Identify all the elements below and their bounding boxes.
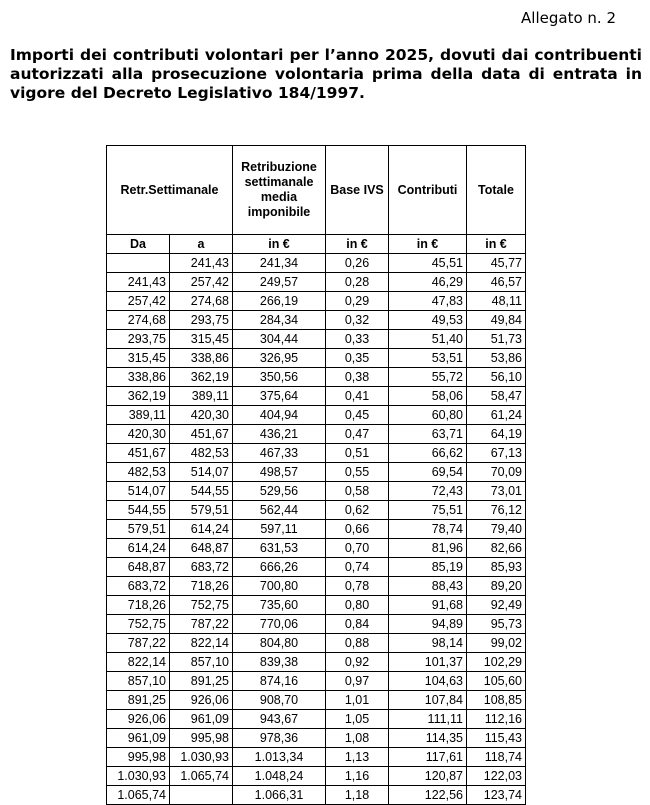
cell-totale: 61,24: [467, 406, 526, 425]
cell-da: 1.030,93: [107, 767, 170, 786]
table-row: [107, 482, 526, 501]
header-contributi: Contributi: [389, 146, 467, 235]
cell-retribuzione-media: 498,57: [233, 463, 326, 482]
cell-totale: 48,11: [467, 292, 526, 311]
table-row: [107, 330, 526, 349]
cell-retribuzione-media: 770,06: [233, 615, 326, 634]
cell-contributi: 85,19: [389, 558, 467, 577]
cell-base-ivs: 0,28: [326, 273, 389, 292]
cell-totale: 49,84: [467, 311, 526, 330]
cell-contributi: 47,83: [389, 292, 467, 311]
cell-totale: 102,29: [467, 653, 526, 672]
cell-base-ivs: 0,74: [326, 558, 389, 577]
cell-da: 514,07: [107, 482, 170, 501]
cell-da: 718,26: [107, 596, 170, 615]
cell-totale: 99,02: [467, 634, 526, 653]
cell-retribuzione-media: 1.048,24: [233, 767, 326, 786]
cell-totale: 70,09: [467, 463, 526, 482]
header-base-ivs: Base IVS: [326, 146, 389, 235]
cell-totale: 56,10: [467, 368, 526, 387]
unit-da: Da: [107, 235, 170, 254]
cell-base-ivs: 0,55: [326, 463, 389, 482]
cell-base-ivs: 0,51: [326, 444, 389, 463]
header-retribuzione-media: Retribuzione settimanale media imponibile: [233, 146, 326, 235]
cell-base-ivs: 0,88: [326, 634, 389, 653]
cell-contributi: 69,54: [389, 463, 467, 482]
cell-a: 389,11: [170, 387, 233, 406]
cell-retribuzione-media: 978,36: [233, 729, 326, 748]
cell-contributi: 66,62: [389, 444, 467, 463]
cell-base-ivs: 0,70: [326, 539, 389, 558]
cell-contributi: 111,11: [389, 710, 467, 729]
cell-base-ivs: 1,13: [326, 748, 389, 767]
cell-da: 482,53: [107, 463, 170, 482]
cell-contributi: 49,53: [389, 311, 467, 330]
table-row: [107, 691, 526, 710]
cell-base-ivs: 1,16: [326, 767, 389, 786]
cell-da: 1.065,74: [107, 786, 170, 805]
cell-a: 1.065,74: [170, 767, 233, 786]
unit-totale: in €: [467, 235, 526, 254]
cell-totale: 64,19: [467, 425, 526, 444]
cell-da: 241,43: [107, 273, 170, 292]
cell-totale: 46,57: [467, 273, 526, 292]
cell-contributi: 53,51: [389, 349, 467, 368]
cell-a: 926,06: [170, 691, 233, 710]
cell-totale: 115,43: [467, 729, 526, 748]
cell-retribuzione-media: 631,53: [233, 539, 326, 558]
cell-a: 274,68: [170, 292, 233, 311]
cell-base-ivs: 0,92: [326, 653, 389, 672]
cell-totale: 118,74: [467, 748, 526, 767]
cell-retribuzione-media: 562,44: [233, 501, 326, 520]
contributi-table: [106, 145, 526, 805]
cell-contributi: 60,80: [389, 406, 467, 425]
cell-totale: 53,86: [467, 349, 526, 368]
table-row: [107, 615, 526, 634]
cell-retribuzione-media: 404,94: [233, 406, 326, 425]
cell-base-ivs: 0,66: [326, 520, 389, 539]
table-row: [107, 710, 526, 729]
table-row: [107, 463, 526, 482]
cell-contributi: 91,68: [389, 596, 467, 615]
cell-a: 338,86: [170, 349, 233, 368]
cell-base-ivs: 0,32: [326, 311, 389, 330]
cell-da: 257,42: [107, 292, 170, 311]
cell-base-ivs: 0,35: [326, 349, 389, 368]
cell-a: 315,45: [170, 330, 233, 349]
cell-base-ivs: 0,45: [326, 406, 389, 425]
cell-a: 451,67: [170, 425, 233, 444]
cell-retribuzione-media: 284,34: [233, 311, 326, 330]
table-row: [107, 729, 526, 748]
table-row: [107, 501, 526, 520]
cell-contributi: 117,61: [389, 748, 467, 767]
cell-totale: 73,01: [467, 482, 526, 501]
table-row: [107, 254, 526, 273]
cell-retribuzione-media: 304,44: [233, 330, 326, 349]
cell-a: 241,43: [170, 254, 233, 273]
cell-da: 420,30: [107, 425, 170, 444]
cell-base-ivs: 0,84: [326, 615, 389, 634]
cell-retribuzione-media: 266,19: [233, 292, 326, 311]
cell-retribuzione-media: 467,33: [233, 444, 326, 463]
cell-da: 614,24: [107, 539, 170, 558]
cell-a: 995,98: [170, 729, 233, 748]
unit-retribuzione: in €: [233, 235, 326, 254]
cell-da: 544,55: [107, 501, 170, 520]
cell-base-ivs: 0,80: [326, 596, 389, 615]
cell-totale: 105,60: [467, 672, 526, 691]
cell-a: 718,26: [170, 577, 233, 596]
cell-retribuzione-media: 241,34: [233, 254, 326, 273]
cell-da: 857,10: [107, 672, 170, 691]
cell-contributi: 94,89: [389, 615, 467, 634]
cell-retribuzione-media: 249,57: [233, 273, 326, 292]
cell-da: 891,25: [107, 691, 170, 710]
header-retr-settimanale: Retr.Settimanale: [107, 146, 233, 235]
table-row: [107, 577, 526, 596]
cell-contributi: 55,72: [389, 368, 467, 387]
cell-totale: 58,47: [467, 387, 526, 406]
cell-contributi: 98,14: [389, 634, 467, 653]
cell-retribuzione-media: 597,11: [233, 520, 326, 539]
cell-base-ivs: 0,47: [326, 425, 389, 444]
cell-totale: 85,93: [467, 558, 526, 577]
unit-base: in €: [326, 235, 389, 254]
cell-retribuzione-media: 839,38: [233, 653, 326, 672]
cell-da: 926,06: [107, 710, 170, 729]
cell-contributi: 63,71: [389, 425, 467, 444]
cell-a: 752,75: [170, 596, 233, 615]
table-row: [107, 672, 526, 691]
cell-contributi: 114,35: [389, 729, 467, 748]
table-row: [107, 273, 526, 292]
cell-da: [107, 254, 170, 273]
cell-da: 274,68: [107, 311, 170, 330]
cell-a: 293,75: [170, 311, 233, 330]
table-row: [107, 349, 526, 368]
cell-da: 579,51: [107, 520, 170, 539]
cell-contributi: 81,96: [389, 539, 467, 558]
cell-totale: 45,77: [467, 254, 526, 273]
cell-retribuzione-media: 529,56: [233, 482, 326, 501]
cell-totale: 79,40: [467, 520, 526, 539]
table-row: [107, 539, 526, 558]
cell-a: 1.030,93: [170, 748, 233, 767]
cell-da: 315,45: [107, 349, 170, 368]
cell-da: 389,11: [107, 406, 170, 425]
header-totale: Totale: [467, 146, 526, 235]
cell-a: [170, 786, 233, 805]
cell-base-ivs: 0,41: [326, 387, 389, 406]
cell-da: 293,75: [107, 330, 170, 349]
cell-totale: 112,16: [467, 710, 526, 729]
cell-retribuzione-media: 908,70: [233, 691, 326, 710]
table-row: [107, 748, 526, 767]
cell-retribuzione-media: 436,21: [233, 425, 326, 444]
cell-a: 614,24: [170, 520, 233, 539]
cell-a: 961,09: [170, 710, 233, 729]
cell-totale: 51,73: [467, 330, 526, 349]
cell-a: 579,51: [170, 501, 233, 520]
cell-da: 338,86: [107, 368, 170, 387]
cell-retribuzione-media: 700,80: [233, 577, 326, 596]
table-row: [107, 596, 526, 615]
table-row: [107, 634, 526, 653]
cell-contributi: 72,43: [389, 482, 467, 501]
cell-totale: 122,03: [467, 767, 526, 786]
cell-totale: 123,74: [467, 786, 526, 805]
table-row: [107, 425, 526, 444]
unit-contributi: in €: [389, 235, 467, 254]
cell-a: 822,14: [170, 634, 233, 653]
cell-base-ivs: 1,01: [326, 691, 389, 710]
cell-contributi: 45,51: [389, 254, 467, 273]
cell-a: 544,55: [170, 482, 233, 501]
cell-a: 857,10: [170, 653, 233, 672]
cell-da: 995,98: [107, 748, 170, 767]
table-row: [107, 558, 526, 577]
table-row: [107, 786, 526, 805]
cell-a: 648,87: [170, 539, 233, 558]
cell-da: 451,67: [107, 444, 170, 463]
cell-retribuzione-media: 874,16: [233, 672, 326, 691]
cell-contributi: 46,29: [389, 273, 467, 292]
cell-da: 822,14: [107, 653, 170, 672]
cell-base-ivs: 0,62: [326, 501, 389, 520]
cell-contributi: 58,06: [389, 387, 467, 406]
cell-base-ivs: 0,29: [326, 292, 389, 311]
table-body: [107, 254, 526, 805]
cell-base-ivs: 1,05: [326, 710, 389, 729]
table-row: [107, 653, 526, 672]
cell-retribuzione-media: 326,95: [233, 349, 326, 368]
cell-contributi: 107,84: [389, 691, 467, 710]
cell-retribuzione-media: 350,56: [233, 368, 326, 387]
cell-totale: 76,12: [467, 501, 526, 520]
cell-totale: 108,85: [467, 691, 526, 710]
table-row: [107, 767, 526, 786]
table-row: [107, 520, 526, 539]
cell-base-ivs: 0,97: [326, 672, 389, 691]
cell-totale: 67,13: [467, 444, 526, 463]
cell-base-ivs: 0,58: [326, 482, 389, 501]
cell-contributi: 122,56: [389, 786, 467, 805]
cell-contributi: 75,51: [389, 501, 467, 520]
cell-totale: 89,20: [467, 577, 526, 596]
cell-a: 514,07: [170, 463, 233, 482]
cell-base-ivs: 1,08: [326, 729, 389, 748]
cell-retribuzione-media: 666,26: [233, 558, 326, 577]
cell-a: 362,19: [170, 368, 233, 387]
cell-a: 420,30: [170, 406, 233, 425]
cell-retribuzione-media: 943,67: [233, 710, 326, 729]
cell-base-ivs: 0,26: [326, 254, 389, 273]
cell-retribuzione-media: 735,60: [233, 596, 326, 615]
table-row: [107, 387, 526, 406]
cell-totale: 95,73: [467, 615, 526, 634]
table-row: [107, 368, 526, 387]
cell-retribuzione-media: 375,64: [233, 387, 326, 406]
table-row: [107, 292, 526, 311]
cell-base-ivs: 1,18: [326, 786, 389, 805]
cell-da: 648,87: [107, 558, 170, 577]
cell-da: 362,19: [107, 387, 170, 406]
cell-retribuzione-media: 1.066,31: [233, 786, 326, 805]
cell-da: 752,75: [107, 615, 170, 634]
cell-base-ivs: 0,38: [326, 368, 389, 387]
unit-a: a: [170, 235, 233, 254]
cell-a: 482,53: [170, 444, 233, 463]
table-row: [107, 444, 526, 463]
cell-contributi: 51,40: [389, 330, 467, 349]
table-row: [107, 406, 526, 425]
cell-a: 683,72: [170, 558, 233, 577]
cell-totale: 82,66: [467, 539, 526, 558]
table-row: [107, 311, 526, 330]
cell-a: 891,25: [170, 672, 233, 691]
cell-base-ivs: 0,78: [326, 577, 389, 596]
cell-da: 787,22: [107, 634, 170, 653]
cell-a: 257,42: [170, 273, 233, 292]
cell-contributi: 78,74: [389, 520, 467, 539]
cell-a: 787,22: [170, 615, 233, 634]
cell-totale: 92,49: [467, 596, 526, 615]
cell-retribuzione-media: 804,80: [233, 634, 326, 653]
cell-contributi: 101,37: [389, 653, 467, 672]
cell-contributi: 88,43: [389, 577, 467, 596]
cell-da: 961,09: [107, 729, 170, 748]
cell-contributi: 104,63: [389, 672, 467, 691]
cell-da: 683,72: [107, 577, 170, 596]
allegato-label: Allegato n. 2: [521, 9, 616, 27]
cell-retribuzione-media: 1.013,34: [233, 748, 326, 767]
cell-base-ivs: 0,33: [326, 330, 389, 349]
document-intro: Importi dei contributi volontari per l’anno 2025, dovuti dai contribuenti autorizzati alla prosecuzione volontaria prima della data di entrata in vigore del Decreto Legislativo 184/1997.: [10, 46, 642, 102]
cell-contributi: 120,87: [389, 767, 467, 786]
